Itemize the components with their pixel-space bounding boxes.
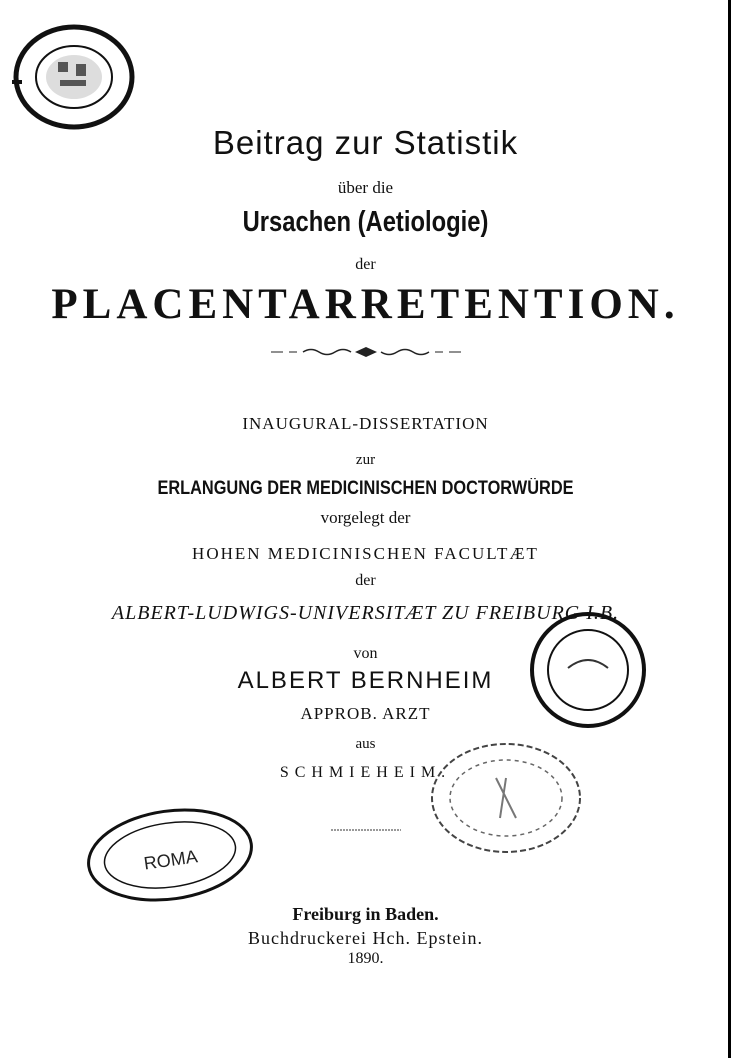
divider-icon xyxy=(331,827,401,833)
title-line-1: Beitrag zur Statistik xyxy=(212,124,519,161)
ornament-divider xyxy=(0,345,731,364)
faculty-name: HOHEN MEDICINISCHEN FACULTÆT xyxy=(192,544,539,563)
author-name: ALBERT BERNHEIM xyxy=(237,667,494,694)
short-divider xyxy=(0,820,731,838)
title-line-3: Ursachen (Aetiologie) xyxy=(242,206,489,238)
title-line-4: der xyxy=(355,256,376,273)
dissertation-der: der xyxy=(355,572,376,589)
dissertation-vorgelegt: vorgelegt der xyxy=(320,508,411,527)
author-hometown: SCHMIEHEIM. xyxy=(279,764,452,781)
author-aus: aus xyxy=(355,736,376,752)
author-title: APPROB. ARZT xyxy=(300,704,431,723)
title-line-5: PLACENTARRETENTION. xyxy=(51,281,680,328)
library-stamp-top-left xyxy=(8,22,136,132)
academy-stamp-bottom-right xyxy=(426,738,586,858)
library-stamp-bottom-left xyxy=(80,800,260,910)
ornament-icon xyxy=(271,345,461,359)
imprint-city: Freiburg in Baden. xyxy=(292,904,439,924)
imprint-printer: Buchdruckerei Hch. Epstein. xyxy=(248,928,483,948)
imprint-year: 1890. xyxy=(347,950,384,967)
dissertation-zur: zur xyxy=(355,452,376,468)
dissertation-type: INAUGURAL-DISSERTATION xyxy=(242,414,489,433)
title-line-2: über die xyxy=(337,178,394,197)
dissertation-purpose: ERLANGUNG DER MEDICINISCHEN DOCTORWÜRDE xyxy=(157,478,574,499)
author-von: von xyxy=(353,645,378,662)
university-name: ALBERT-LUDWIGS-UNIVERSITÆT ZU FREIBURG I.B. xyxy=(111,602,620,624)
svg-text:ROMA: ROMA xyxy=(142,846,199,874)
